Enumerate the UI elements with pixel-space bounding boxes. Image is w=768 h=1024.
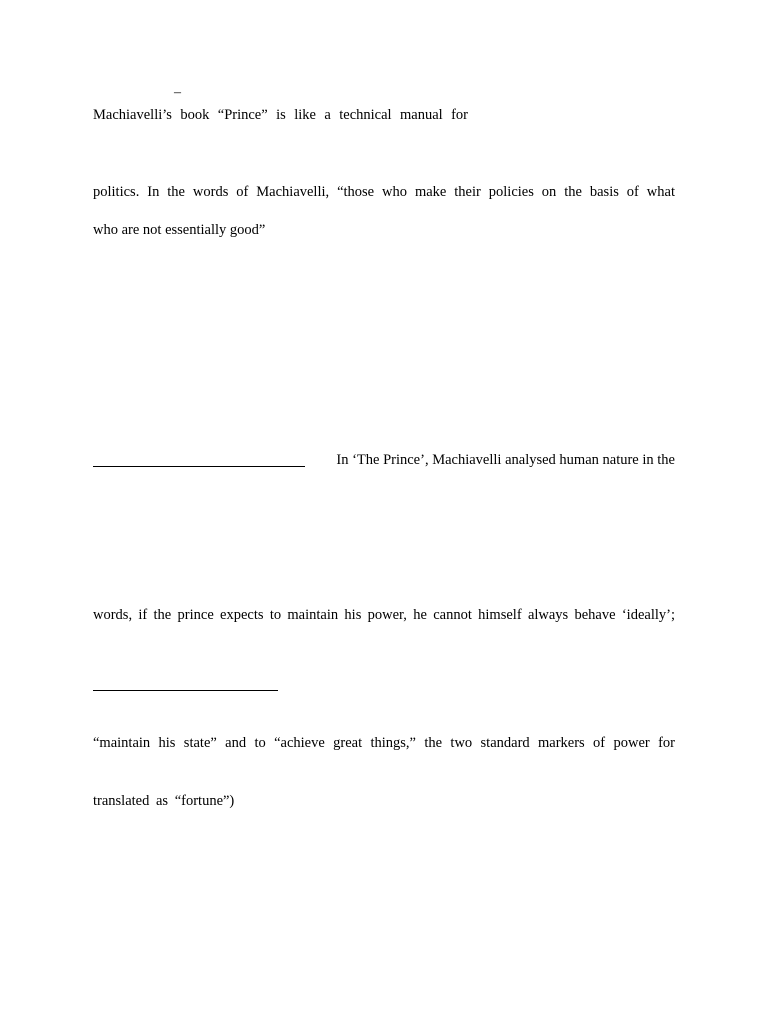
blank-rule-2 <box>93 690 278 691</box>
text-line-2: politics. In the words of Machiavelli, “those who make their policies on the basis of what <box>93 184 675 200</box>
text-line-4: In ‘The Prince’, Machiavelli analysed human nature in the <box>336 452 675 468</box>
blank-rule-1 <box>93 466 305 467</box>
text-line-6: “maintain his state” and to “achieve great things,” the two standard markers of power for <box>93 735 675 751</box>
top-mark: – <box>174 85 181 100</box>
text-line-1: Machiavelli’s book “Prince” is like a technical manual for <box>93 107 468 123</box>
text-line-3: who are not essentially good” <box>93 222 266 238</box>
blank-line-with-text <box>93 451 675 471</box>
text-line-7: translated as “fortune”) <box>93 793 235 809</box>
text-line-5: words, if the prince expects to maintain his power, he cannot himself always behave ‘ideally’; <box>93 607 675 623</box>
